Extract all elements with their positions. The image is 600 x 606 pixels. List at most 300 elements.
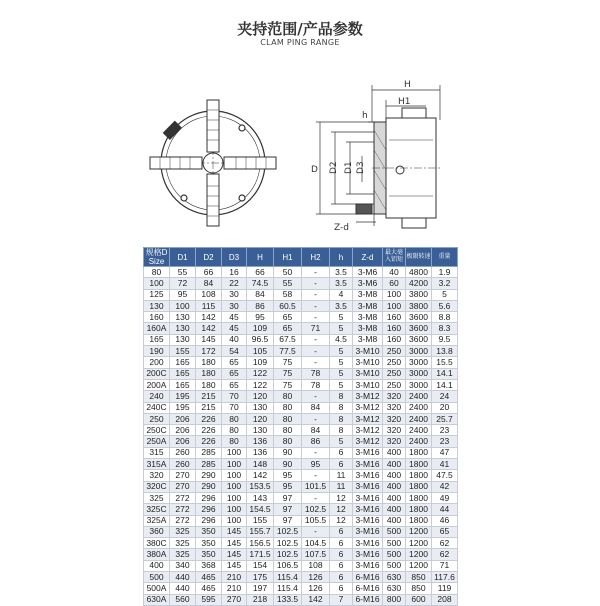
- table-cell: 1800: [406, 492, 432, 503]
- table-cell: 100: [383, 289, 406, 300]
- table-cell: 122: [247, 368, 274, 379]
- table-cell: 119: [432, 583, 458, 594]
- table-cell: 3-M16: [353, 504, 383, 515]
- table-cell: 3-M10: [353, 346, 383, 357]
- table-cell: 4: [330, 289, 353, 300]
- table-cell: 6-M16: [353, 583, 383, 594]
- table-cell: 97: [274, 515, 302, 526]
- table-cell: 130: [247, 425, 274, 436]
- table-cell: 100: [222, 515, 247, 526]
- table-cell: 78: [302, 379, 330, 390]
- table-cell: 80: [222, 436, 247, 447]
- table-cell: 75: [274, 357, 302, 368]
- table-cell: 3.5: [330, 300, 353, 311]
- chuck-front-view: [150, 100, 276, 226]
- table-cell: 95: [274, 481, 302, 492]
- table-cell: 117.6: [432, 572, 458, 583]
- table-cell: 160: [383, 323, 406, 334]
- table-cell: 3000: [406, 379, 432, 390]
- table-cell: 23: [432, 436, 458, 447]
- table-cell: -: [302, 278, 330, 289]
- table-row: [144, 278, 458, 289]
- table-cell: 5: [330, 323, 353, 334]
- table-cell: 5: [330, 368, 353, 379]
- table-cell: 6: [330, 447, 353, 458]
- table-cell: 100: [222, 492, 247, 503]
- table-cell: 250A: [144, 436, 170, 447]
- chuck-technical-drawing: [0, 62, 600, 247]
- table-cell: 250: [144, 413, 170, 424]
- table-cell: 1800: [406, 459, 432, 470]
- table-cell: 3800: [406, 289, 432, 300]
- table-cell: 130: [247, 402, 274, 413]
- table-cell: 1200: [406, 526, 432, 537]
- table-cell: 145: [196, 334, 222, 345]
- table-cell: 226: [196, 413, 222, 424]
- chuck-side-view: [356, 108, 440, 228]
- table-cell: 109: [247, 357, 274, 368]
- table-cell: 3000: [406, 368, 432, 379]
- table-cell: 55: [274, 278, 302, 289]
- table-cell: 320: [383, 402, 406, 413]
- table-cell: 3-M16: [353, 549, 383, 560]
- page-title: 夹持范围/产品参数: [237, 20, 363, 38]
- table-cell: 97: [274, 504, 302, 515]
- col-header: H2: [302, 248, 330, 267]
- table-cell: 500: [383, 526, 406, 537]
- table-cell: 65: [274, 312, 302, 323]
- table-cell: -: [302, 470, 330, 481]
- table-cell: 5: [330, 346, 353, 357]
- table-cell: 1200: [406, 560, 432, 571]
- table-cell: 2400: [406, 425, 432, 436]
- table-cell: 95: [170, 289, 196, 300]
- table-row: [144, 368, 458, 379]
- table-cell: 102.5: [274, 549, 302, 560]
- table-cell: 160: [383, 334, 406, 345]
- table-cell: 3000: [406, 346, 432, 357]
- table-row: [144, 560, 458, 571]
- table-cell: 80: [274, 391, 302, 402]
- table-cell: 315A: [144, 459, 170, 470]
- table-cell: -: [302, 413, 330, 424]
- table-cell: 180: [196, 368, 222, 379]
- table-cell: 206: [170, 436, 196, 447]
- table-cell: 14.1: [432, 379, 458, 390]
- table-cell: 14.1: [432, 368, 458, 379]
- table-cell: 142: [196, 312, 222, 323]
- table-cell: 126: [302, 583, 330, 594]
- table-cell: 142: [247, 470, 274, 481]
- table-row: [144, 334, 458, 345]
- table-cell: 71: [432, 560, 458, 571]
- table-cell: 6: [330, 526, 353, 537]
- table-cell: 250: [383, 368, 406, 379]
- table-cell: 1800: [406, 470, 432, 481]
- table-cell: 210: [222, 572, 247, 583]
- table-cell: 65: [222, 357, 247, 368]
- table-cell: 22: [222, 278, 247, 289]
- table-cell: 4200: [406, 278, 432, 289]
- table-cell: 102.5: [274, 538, 302, 549]
- table-cell: 80: [144, 267, 170, 278]
- table-row: [144, 323, 458, 334]
- col-header: h: [330, 248, 353, 267]
- table-cell: 54: [222, 346, 247, 357]
- table-cell: 160: [383, 312, 406, 323]
- table-cell: 400: [383, 504, 406, 515]
- table-cell: 250: [383, 346, 406, 357]
- table-cell: 154: [247, 560, 274, 571]
- table-cell: 142: [302, 594, 330, 605]
- col-header: H: [247, 248, 274, 267]
- table-cell: 595: [196, 594, 222, 605]
- table-cell: 100: [144, 278, 170, 289]
- table-cell: 5: [330, 379, 353, 390]
- table-cell: 215: [196, 402, 222, 413]
- table-cell: 74.5: [247, 278, 274, 289]
- col-header: 重量: [432, 248, 458, 267]
- table-cell: 400: [383, 515, 406, 526]
- table-cell: 5: [330, 357, 353, 368]
- table-cell: 13.8: [432, 346, 458, 357]
- table-row: [144, 481, 458, 492]
- table-cell: 165: [144, 334, 170, 345]
- table-cell: 67.5: [274, 334, 302, 345]
- table-row: [144, 379, 458, 390]
- table-cell: 3-M16: [353, 492, 383, 503]
- table-cell: 180: [196, 379, 222, 390]
- table-cell: 630: [383, 572, 406, 583]
- table-cell: 100: [383, 300, 406, 311]
- table-cell: 172: [196, 346, 222, 357]
- table-cell: 1800: [406, 504, 432, 515]
- table-cell: 100: [222, 504, 247, 515]
- table-cell: 3600: [406, 312, 432, 323]
- table-cell: 206: [170, 413, 196, 424]
- table-cell: -: [302, 312, 330, 323]
- table-cell: 65: [432, 526, 458, 537]
- table-cell: 101.5: [302, 481, 330, 492]
- table-cell: 3-M12: [353, 425, 383, 436]
- table-cell: 6: [330, 549, 353, 560]
- table-cell: 3-M16: [353, 526, 383, 537]
- table-cell: 380C: [144, 538, 170, 549]
- table-cell: 12: [330, 515, 353, 526]
- table-cell: 84: [196, 278, 222, 289]
- table-cell: 325: [170, 549, 196, 560]
- table-cell: 210: [222, 583, 247, 594]
- table-cell: 6-M16: [353, 594, 383, 605]
- table-row: [144, 470, 458, 481]
- table-cell: -: [302, 346, 330, 357]
- table-cell: 155.7: [247, 526, 274, 537]
- table-cell: 500: [383, 549, 406, 560]
- page-subtitle: CLAM PING RANGE: [260, 38, 340, 47]
- table-cell: 80: [222, 413, 247, 424]
- dim-label-D2: D2: [329, 161, 339, 174]
- table-cell: 4.5: [330, 334, 353, 345]
- dim-label-D1: D1: [344, 161, 354, 174]
- table-cell: 200C: [144, 368, 170, 379]
- table-cell: 465: [196, 572, 222, 583]
- table-cell: 130: [170, 312, 196, 323]
- table-cell: 62: [432, 549, 458, 560]
- table-cell: -: [302, 526, 330, 537]
- table-cell: 120: [247, 391, 274, 402]
- table-cell: 154.5: [247, 504, 274, 515]
- table-cell: 84: [302, 425, 330, 436]
- table-cell: 3-M16: [353, 538, 383, 549]
- table-row: [144, 289, 458, 300]
- table-cell: 3-M16: [353, 447, 383, 458]
- table-cell: -: [302, 492, 330, 503]
- table-cell: 285: [196, 447, 222, 458]
- table-cell: 143: [247, 492, 274, 503]
- table-cell: 3-M16: [353, 470, 383, 481]
- dim-label-H1: H1: [398, 97, 411, 107]
- table-cell: 6-M16: [353, 572, 383, 583]
- spec-table: [143, 247, 458, 606]
- table-cell: 368: [196, 560, 222, 571]
- table-cell: -: [302, 334, 330, 345]
- table-cell: 11: [330, 481, 353, 492]
- table-cell: 9.5: [432, 334, 458, 345]
- table-cell: 40: [222, 334, 247, 345]
- table-row: [144, 526, 458, 537]
- table-cell: 148: [247, 459, 274, 470]
- table-cell: 3-M16: [353, 515, 383, 526]
- table-cell: 8: [330, 413, 353, 424]
- table-cell: 75: [274, 379, 302, 390]
- table-row: [144, 504, 458, 515]
- table-cell: 66: [196, 267, 222, 278]
- table-cell: 3-M8: [353, 312, 383, 323]
- col-header: D1: [170, 248, 196, 267]
- table-cell: 315: [144, 447, 170, 458]
- table-cell: 3000: [406, 357, 432, 368]
- table-cell: 3-M16: [353, 560, 383, 571]
- table-cell: -: [302, 391, 330, 402]
- table-cell: -: [302, 267, 330, 278]
- table-cell: 96.5: [247, 334, 274, 345]
- dim-label-h: h: [362, 111, 368, 121]
- table-cell: 86: [247, 300, 274, 311]
- table-cell: 400: [383, 481, 406, 492]
- table-cell: -: [302, 447, 330, 458]
- table-cell: 145: [222, 538, 247, 549]
- table-cell: 600: [406, 594, 432, 605]
- table-cell: 250: [383, 379, 406, 390]
- table-cell: 47: [432, 447, 458, 458]
- table-cell: 105.5: [302, 515, 330, 526]
- table-cell: 46: [432, 515, 458, 526]
- table-row: [144, 447, 458, 458]
- table-cell: 850: [406, 572, 432, 583]
- table-cell: 108: [196, 289, 222, 300]
- table-cell: 400: [383, 492, 406, 503]
- table-cell: 465: [196, 583, 222, 594]
- table-cell: 250: [383, 357, 406, 368]
- table-cell: 296: [196, 492, 222, 503]
- table-cell: 260: [170, 459, 196, 470]
- table-cell: 115.4: [274, 572, 302, 583]
- table-row: [144, 436, 458, 447]
- table-cell: 3-M8: [353, 300, 383, 311]
- table-cell: 1200: [406, 538, 432, 549]
- table-cell: 3-M10: [353, 379, 383, 390]
- table-cell: 70: [222, 402, 247, 413]
- table-cell: 190: [144, 346, 170, 357]
- table-cell: 153.5: [247, 481, 274, 492]
- table-cell: 47.5: [432, 470, 458, 481]
- table-cell: 104.5: [302, 538, 330, 549]
- table-row: [144, 357, 458, 368]
- table-cell: 120: [247, 413, 274, 424]
- table-cell: 5: [432, 289, 458, 300]
- col-header: H1: [274, 248, 302, 267]
- table-cell: 285: [196, 459, 222, 470]
- table-cell: 3-M6: [353, 267, 383, 278]
- table-cell: 77.5: [274, 346, 302, 357]
- table-cell: 8: [330, 425, 353, 436]
- table-cell: 65: [222, 379, 247, 390]
- table-cell: 325: [170, 538, 196, 549]
- table-row: [144, 538, 458, 549]
- table-cell: 8.8: [432, 312, 458, 323]
- table-cell: 58: [274, 289, 302, 300]
- table-row: [144, 300, 458, 311]
- table-cell: 16: [222, 267, 247, 278]
- table-cell: 6: [330, 538, 353, 549]
- table-cell: 195: [170, 391, 196, 402]
- table-cell: 340: [170, 560, 196, 571]
- table-cell: 4800: [406, 267, 432, 278]
- table-cell: 80: [274, 402, 302, 413]
- table-cell: 180: [196, 357, 222, 368]
- table-cell: 800: [383, 594, 406, 605]
- table-row: [144, 346, 458, 357]
- table-cell: 100: [170, 300, 196, 311]
- table-cell: 30: [222, 300, 247, 311]
- table-cell: 226: [196, 436, 222, 447]
- col-header: 极限转速: [406, 248, 432, 267]
- table-cell: 165: [170, 357, 196, 368]
- table-cell: 3-M12: [353, 413, 383, 424]
- table-row: [144, 572, 458, 583]
- table-cell: -: [302, 289, 330, 300]
- table-cell: 41: [432, 459, 458, 470]
- table-cell: 3-M8: [353, 289, 383, 300]
- table-cell: 1.9: [432, 267, 458, 278]
- table-cell: 350: [196, 549, 222, 560]
- table-cell: 272: [170, 515, 196, 526]
- table-cell: 260: [170, 447, 196, 458]
- table-row: [144, 267, 458, 278]
- table-cell: 40: [383, 267, 406, 278]
- table-cell: 1800: [406, 481, 432, 492]
- table-cell: 240C: [144, 402, 170, 413]
- table-cell: 125: [144, 289, 170, 300]
- table-cell: 102.5: [274, 526, 302, 537]
- table-cell: 80: [274, 413, 302, 424]
- table-cell: 60: [383, 278, 406, 289]
- table-cell: 200: [144, 357, 170, 368]
- table-cell: 240: [144, 391, 170, 402]
- table-cell: 3600: [406, 323, 432, 334]
- table-cell: 320: [383, 391, 406, 402]
- table-cell: 106.5: [274, 560, 302, 571]
- table-cell: 84: [247, 289, 274, 300]
- table-cell: 90: [274, 447, 302, 458]
- col-header: 最大毫 入铝矩: [383, 248, 406, 267]
- col-header: D2: [196, 248, 222, 267]
- table-cell: 171.5: [247, 549, 274, 560]
- table-cell: 11: [330, 470, 353, 481]
- table-cell: 80: [274, 436, 302, 447]
- table-cell: 197: [247, 583, 274, 594]
- dim-label-D3: D3: [356, 161, 366, 174]
- table-cell: 72: [170, 278, 196, 289]
- table-cell: 49: [432, 492, 458, 503]
- table-cell: 30: [222, 289, 247, 300]
- table-cell: 102.5: [302, 504, 330, 515]
- table-cell: 84: [302, 402, 330, 413]
- table-row: [144, 402, 458, 413]
- table-cell: 7: [330, 594, 353, 605]
- table-cell: 95: [302, 459, 330, 470]
- table-cell: 55: [170, 267, 196, 278]
- table-cell: 62: [432, 538, 458, 549]
- table-cell: 142: [196, 323, 222, 334]
- table-cell: 97: [274, 492, 302, 503]
- table-cell: 8: [330, 402, 353, 413]
- table-cell: 3-M10: [353, 357, 383, 368]
- table-cell: 6: [330, 459, 353, 470]
- table-cell: 320: [383, 413, 406, 424]
- table-cell: 6: [330, 560, 353, 571]
- table-cell: -: [302, 300, 330, 311]
- table-cell: 136: [247, 447, 274, 458]
- table-cell: 320C: [144, 481, 170, 492]
- table-cell: 290: [196, 481, 222, 492]
- table-cell: 350: [196, 526, 222, 537]
- table-cell: 400: [383, 470, 406, 481]
- table-row: [144, 459, 458, 470]
- table-cell: 130: [170, 334, 196, 345]
- dim-label-Z-d: Z-d: [334, 223, 349, 233]
- table-cell: 12: [330, 492, 353, 503]
- table-cell: 3-M16: [353, 459, 383, 470]
- table-cell: 272: [170, 504, 196, 515]
- table-cell: 440: [170, 572, 196, 583]
- table-cell: 24: [432, 391, 458, 402]
- table-body: [144, 267, 458, 606]
- table-row: [144, 391, 458, 402]
- table-cell: 3-M16: [353, 481, 383, 492]
- table-cell: 3-M6: [353, 278, 383, 289]
- table-cell: 100: [222, 447, 247, 458]
- table-cell: 145: [222, 526, 247, 537]
- table-cell: 155: [247, 515, 274, 526]
- table-cell: 156.5: [247, 538, 274, 549]
- table-cell: 3-M8: [353, 323, 383, 334]
- table-cell: 126: [302, 572, 330, 583]
- col-header: D3: [222, 248, 247, 267]
- table-cell: 5: [330, 312, 353, 323]
- table-cell: 6: [330, 583, 353, 594]
- table-cell: 80: [222, 425, 247, 436]
